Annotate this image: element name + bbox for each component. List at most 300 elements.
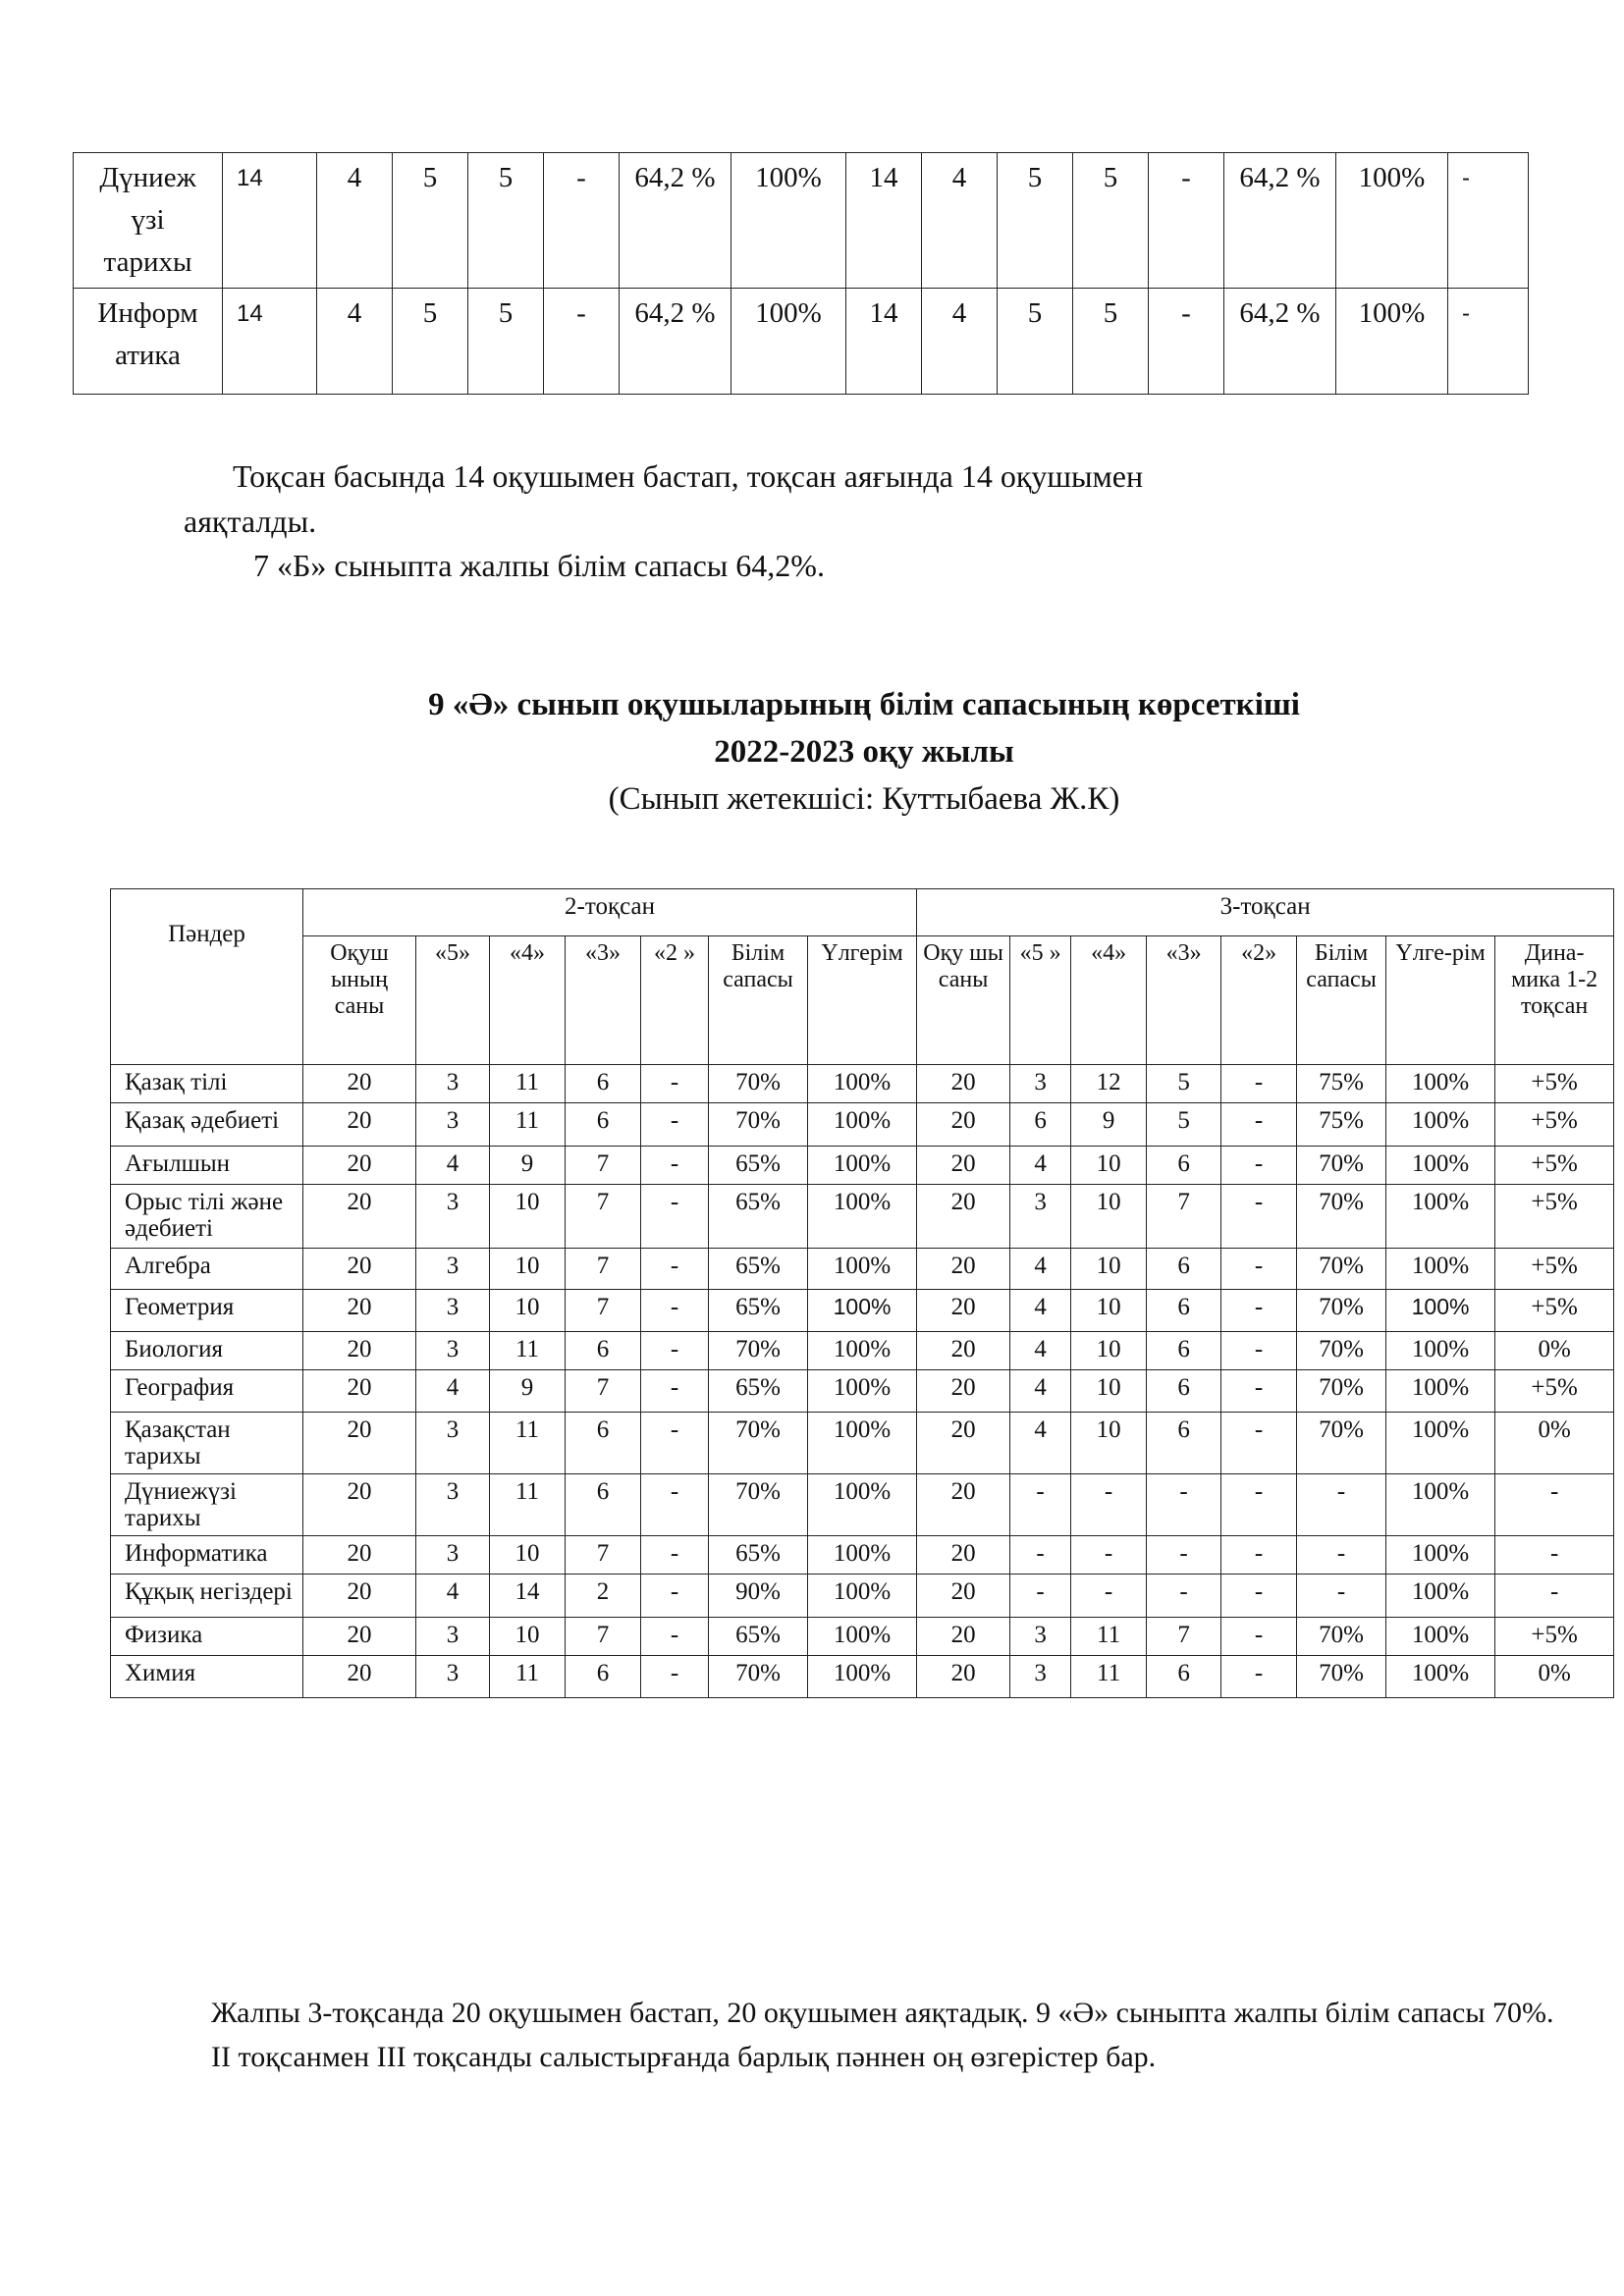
value-cell: 20 [303,1536,416,1575]
value-cell: 100% [1386,1474,1495,1536]
value-cell: 3 [1010,1656,1071,1698]
value-cell: - [641,1249,709,1290]
value-cell: 14 [490,1575,566,1618]
value-cell: 64,2 % [620,153,731,289]
value-cell: 5 [998,153,1073,289]
value-cell: - [1010,1536,1071,1575]
value-cell: 4 [1010,1147,1071,1185]
value-cell: 4 [416,1370,490,1413]
value-cell: 4 [1010,1249,1071,1290]
value-cell: 65% [709,1290,808,1332]
value-cell: 100% [731,289,846,395]
subject-line: атика [115,340,181,371]
column-header: Үлге-рім [1386,936,1495,1065]
quality-summary-7b: 7 «Б» сыныпта жалпы білім сапасы 64,2%. [253,548,825,583]
value-cell: 10 [490,1185,566,1249]
value-cell: 5 [1147,1103,1221,1147]
column-header: «4» [490,936,566,1065]
column-header: «4» [1071,936,1147,1065]
value-cell: +5% [1495,1290,1614,1332]
value-cell: - [1221,1575,1297,1618]
value-cell: 4 [1010,1332,1071,1370]
value-cell: 20 [303,1065,416,1103]
value-cell: 6 [1147,1147,1221,1185]
value-cell: 6 [1147,1332,1221,1370]
value-cell: 100% [808,1656,917,1698]
value-cell: 100% [808,1370,917,1413]
value-cell: 11 [490,1413,566,1474]
table-row [111,1370,1614,1413]
value-cell: 64,2 % [1224,289,1336,395]
value-cell: 20 [303,1332,416,1370]
value-cell: 11 [490,1332,566,1370]
value-cell: 5 [1073,289,1149,395]
value-cell: - [1221,1103,1297,1147]
value-cell: - [1071,1536,1147,1575]
value-cell: 11 [1071,1618,1147,1656]
table-row [111,1618,1614,1656]
subject-cell: Физика [111,1618,303,1656]
subject-cell: Геометрия [111,1290,303,1332]
value-cell: - [1149,289,1224,395]
value-cell: 20 [303,1185,416,1249]
value-cell: 5 [468,289,544,395]
column-header: Оқу шы саны [917,936,1010,1065]
subject-cell: Қазақ әдебиеті [111,1103,303,1147]
value-cell: 70% [1297,1370,1386,1413]
value-cell: 70% [1297,1147,1386,1185]
value-cell: - [641,1575,709,1618]
value-cell: 14 [223,153,317,289]
value-cell: 20 [917,1332,1010,1370]
value-cell: 100% [1336,289,1448,395]
value-cell: 70% [1297,1185,1386,1249]
column-header: «3» [566,936,641,1065]
value-cell: - [1010,1474,1071,1536]
value-cell: 20 [303,1147,416,1185]
value-cell: 65% [709,1618,808,1656]
value-cell: 65% [709,1370,808,1413]
value-cell: 6 [1147,1370,1221,1413]
value-cell: 20 [917,1103,1010,1147]
value-cell: 64,2 % [1224,153,1336,289]
value-cell: - [1448,289,1529,395]
value-cell: 5 [1073,153,1149,289]
value-cell: 20 [917,1575,1010,1618]
column-header: «2 » [641,936,709,1065]
value-cell: 100% [1386,1536,1495,1575]
table-row [111,1290,1614,1332]
value-cell: 100% [1386,1618,1495,1656]
value-cell: 7 [566,1290,641,1332]
value-cell: 100% [1386,1332,1495,1370]
value-cell: - [1147,1575,1221,1618]
value-cell: 4 [922,153,998,289]
table-row [111,1575,1614,1618]
value-cell: - [1221,1370,1297,1413]
class-teacher: (Сынып жетекшісі: Куттыбаева Ж.К) [608,781,1120,817]
value-cell: 100% [808,1618,917,1656]
value-cell: 20 [917,1536,1010,1575]
value-cell: 4 [1010,1413,1071,1474]
school-year: 2022-2023 оқу жылы [714,734,1014,770]
value-cell: 6 [566,1413,641,1474]
subject-line: Дүниеж [99,162,196,193]
start-end-paragraph [184,454,1448,544]
subject-line: Информ [97,297,198,329]
value-cell: 100% [1386,1065,1495,1103]
value-cell: 10 [490,1249,566,1290]
table-row [74,153,1529,289]
value-cell: 14 [846,289,922,395]
value-cell: 5 [468,153,544,289]
value-cell: 3 [416,1065,490,1103]
value-cell: - [641,1536,709,1575]
column-header: Дина-мика 1-2 тоқсан [1495,936,1614,1065]
value-cell: +5% [1495,1618,1614,1656]
value-cell: 100% [1386,1185,1495,1249]
value-cell: 20 [303,1656,416,1698]
period-3-header: 3-тоқсан [917,889,1614,936]
value-cell: 65% [709,1249,808,1290]
value-cell: - [1495,1575,1614,1618]
table-row [111,1332,1614,1370]
value-cell: 5 [393,289,468,395]
value-cell: 5 [1147,1065,1221,1103]
value-cell: 100% [808,1185,917,1249]
subject-cell [74,289,223,395]
value-cell: 100% [1386,1370,1495,1413]
value-cell: 2 [566,1575,641,1618]
value-cell: 7 [566,1536,641,1575]
value-cell: - [1221,1147,1297,1185]
value-cell: 20 [917,1370,1010,1413]
subject-cell: Алгебра [111,1249,303,1290]
value-cell: 100% [1386,1103,1495,1147]
value-cell: 3 [416,1656,490,1698]
column-header: Білім сапасы [709,936,808,1065]
value-cell: 6 [1147,1249,1221,1290]
value-cell: 70% [1297,1290,1386,1332]
value-cell: 10 [490,1618,566,1656]
value-cell: +5% [1495,1370,1614,1413]
value-cell: 100% [1336,153,1448,289]
value-cell: 100% [808,1332,917,1370]
previous-class-table [73,152,1529,395]
value-cell: 10 [1071,1147,1147,1185]
column-header: Оқуш ының саны [303,936,416,1065]
value-cell: 14 [846,153,922,289]
value-cell: 100% [808,1536,917,1575]
value-cell: 7 [1147,1618,1221,1656]
value-cell: 20 [303,1413,416,1474]
value-cell: 20 [917,1147,1010,1185]
value-cell: 100% [1386,1249,1495,1290]
value-cell: - [641,1147,709,1185]
value-cell: 10 [1071,1290,1147,1332]
value-cell: 100% [808,1474,917,1536]
value-cell: 100% [808,1290,917,1332]
value-cell: 11 [490,1656,566,1698]
period-2-header: 2-тоқсан [303,889,917,936]
value-cell: - [544,289,620,395]
value-cell: +5% [1495,1103,1614,1147]
column-header: Білім сапасы [1297,936,1386,1065]
table-row [111,1185,1614,1249]
value-cell: 3 [416,1413,490,1474]
value-cell: 20 [303,1103,416,1147]
value-cell: 12 [1071,1065,1147,1103]
value-cell: 4 [416,1575,490,1618]
value-cell: 20 [917,1249,1010,1290]
value-cell: 100% [808,1575,917,1618]
value-cell: 5 [393,153,468,289]
value-cell: 20 [917,1185,1010,1249]
value-cell: - [1221,1536,1297,1575]
value-cell: 14 [223,289,317,395]
value-cell: 100% [808,1413,917,1474]
value-cell: 3 [416,1290,490,1332]
value-cell: 11 [490,1065,566,1103]
value-cell: +5% [1495,1147,1614,1185]
table-row [111,1656,1614,1698]
value-cell: 20 [303,1618,416,1656]
value-cell: 100% [1386,1656,1495,1698]
value-cell: 4 [317,289,393,395]
subject-cell: Орыс тілі және әдебиеті [111,1185,303,1249]
column-header: «5» [416,936,490,1065]
value-cell: 70% [709,1474,808,1536]
table-row [74,289,1529,395]
value-cell: 10 [1071,1249,1147,1290]
subject-cell: Қазақстан тарихы [111,1413,303,1474]
value-cell: 70% [709,1065,808,1103]
value-cell: 70% [1297,1618,1386,1656]
paragraph-line: аяқталды. [184,504,317,539]
value-cell: 7 [566,1249,641,1290]
subject-cell: Ағылшын [111,1147,303,1185]
value-cell: 20 [303,1290,416,1332]
value-cell: - [641,1103,709,1147]
value-cell: 10 [1071,1413,1147,1474]
table-row [111,1536,1614,1575]
column-header: «2» [1221,936,1297,1065]
value-cell: 100% [1386,1413,1495,1474]
subject-cell: Биология [111,1332,303,1370]
value-cell: 6 [566,1474,641,1536]
value-cell: 5 [998,289,1073,395]
value-cell: 100% [808,1147,917,1185]
column-header: «5 » [1010,936,1071,1065]
value-cell: - [1147,1536,1221,1575]
subject-cell [74,153,223,289]
value-cell: - [641,1618,709,1656]
value-cell: 6 [566,1332,641,1370]
value-cell: 100% [1386,1575,1495,1618]
value-cell: +5% [1495,1249,1614,1290]
value-cell: 3 [416,1332,490,1370]
value-cell: 100% [1386,1290,1495,1332]
value-cell: - [641,1474,709,1536]
value-cell: 4 [317,153,393,289]
value-cell: 70% [709,1413,808,1474]
value-cell: 11 [490,1103,566,1147]
value-cell: - [1221,1656,1297,1698]
subject-cell: Информатика [111,1536,303,1575]
value-cell: 4 [1010,1290,1071,1332]
value-cell: - [1297,1536,1386,1575]
value-cell: 65% [709,1147,808,1185]
value-cell: - [1448,153,1529,289]
value-cell: - [1010,1575,1071,1618]
subject-cell: Құқық негіздері [111,1575,303,1618]
value-cell: 70% [1297,1656,1386,1698]
value-cell: - [1297,1474,1386,1536]
value-cell: 7 [566,1147,641,1185]
value-cell: 4 [1010,1370,1071,1413]
value-cell: 6 [1147,1656,1221,1698]
value-cell: 11 [490,1474,566,1536]
value-cell: - [641,1290,709,1332]
value-cell: 70% [709,1656,808,1698]
value-cell: - [1149,153,1224,289]
value-cell: 7 [566,1370,641,1413]
subject-line: тарихы [103,246,192,278]
value-cell: - [1495,1474,1614,1536]
value-cell: 3 [1010,1065,1071,1103]
value-cell: 3 [416,1103,490,1147]
value-cell: - [641,1413,709,1474]
value-cell: 10 [1071,1332,1147,1370]
value-cell: 65% [709,1185,808,1249]
conclusion-paragraph: Жалпы 3-тоқсанда 20 оқушымен бастап, 20 оқушымен аяқтадық. 9 «Ә» сыныпта жалпы білім сапасы 70%. ІІ тоқсанмен ІІІ тоқсанды салыстырғанда барлық пәннен оң өзгерістер бар. [211,1997,1554,2073]
value-cell: 20 [303,1474,416,1536]
value-cell: - [641,1065,709,1103]
value-cell: 9 [1071,1103,1147,1147]
value-cell: 6 [566,1065,641,1103]
value-cell: - [641,1332,709,1370]
value-cell: - [1221,1618,1297,1656]
column-header: «3» [1147,936,1221,1065]
value-cell: 7 [566,1618,641,1656]
value-cell: 70% [1297,1249,1386,1290]
value-cell: 70% [1297,1332,1386,1370]
table-row [111,1413,1614,1474]
value-cell: 20 [303,1249,416,1290]
value-cell: - [544,153,620,289]
value-cell: 100% [808,1065,917,1103]
value-cell: 100% [808,1249,917,1290]
value-cell: - [1495,1536,1614,1575]
table-row [111,1147,1614,1185]
value-cell: - [1071,1575,1147,1618]
value-cell: 20 [917,1474,1010,1536]
value-cell: 20 [917,1413,1010,1474]
value-cell: 20 [917,1656,1010,1698]
value-cell: +5% [1495,1185,1614,1249]
value-cell: - [1221,1185,1297,1249]
value-cell: 3 [1010,1185,1071,1249]
value-cell: 100% [731,153,846,289]
value-cell: +5% [1495,1065,1614,1103]
table-row [111,1249,1614,1290]
value-cell: 75% [1297,1065,1386,1103]
subject-cell: География [111,1370,303,1413]
subject-cell: Дүниежүзі тарихы [111,1474,303,1536]
value-cell: - [641,1370,709,1413]
value-cell: - [1221,1290,1297,1332]
value-cell: 11 [1071,1656,1147,1698]
value-cell: 64,2 % [620,289,731,395]
value-cell: 9 [490,1370,566,1413]
value-cell: 7 [566,1185,641,1249]
value-cell: 4 [416,1147,490,1185]
value-cell: 0% [1495,1656,1614,1698]
value-cell: 65% [709,1536,808,1575]
quality-table-9a [110,888,1614,1698]
value-cell: 6 [1147,1290,1221,1332]
value-cell: 6 [1010,1103,1071,1147]
table-row [111,1474,1614,1536]
value-cell: 9 [490,1147,566,1185]
value-cell: 20 [303,1575,416,1618]
value-cell: 10 [490,1536,566,1575]
value-cell: - [1221,1065,1297,1103]
value-cell: 4 [922,289,998,395]
value-cell: 70% [1297,1413,1386,1474]
value-cell: 10 [1071,1370,1147,1413]
value-cell: 100% [1386,1147,1495,1185]
value-cell: 100% [808,1103,917,1147]
value-cell: 70% [709,1332,808,1370]
value-cell: 6 [1147,1413,1221,1474]
value-cell: - [1147,1474,1221,1536]
value-cell: 3 [416,1618,490,1656]
value-cell: 20 [917,1065,1010,1103]
value-cell: 3 [1010,1618,1071,1656]
value-cell: 6 [566,1656,641,1698]
value-cell: - [1221,1332,1297,1370]
value-cell: - [1221,1249,1297,1290]
value-cell: - [641,1185,709,1249]
value-cell: 3 [416,1474,490,1536]
value-cell: 3 [416,1249,490,1290]
value-cell: 20 [917,1290,1010,1332]
value-cell: - [1071,1474,1147,1536]
value-cell: 0% [1495,1413,1614,1474]
value-cell: 10 [490,1290,566,1332]
value-cell: 10 [1071,1185,1147,1249]
value-cell: 6 [566,1103,641,1147]
value-cell: 75% [1297,1103,1386,1147]
value-cell: 0% [1495,1332,1614,1370]
value-cell: - [641,1656,709,1698]
subject-line: үзі [131,204,165,236]
value-cell: - [1221,1413,1297,1474]
value-cell: 90% [709,1575,808,1618]
value-cell: - [1297,1575,1386,1618]
subject-cell: Химия [111,1656,303,1698]
value-cell: 7 [1147,1185,1221,1249]
subject-cell: Қазақ тілі [111,1065,303,1103]
value-cell: 20 [917,1618,1010,1656]
table-row [111,1103,1614,1147]
value-cell: 3 [416,1185,490,1249]
paragraph-line: Тоқсан басында 14 оқушымен бастап, тоқсан аяғында 14 оқушымен [233,458,1144,494]
value-cell: 20 [303,1370,416,1413]
value-cell: 3 [416,1536,490,1575]
value-cell: 70% [709,1103,808,1147]
